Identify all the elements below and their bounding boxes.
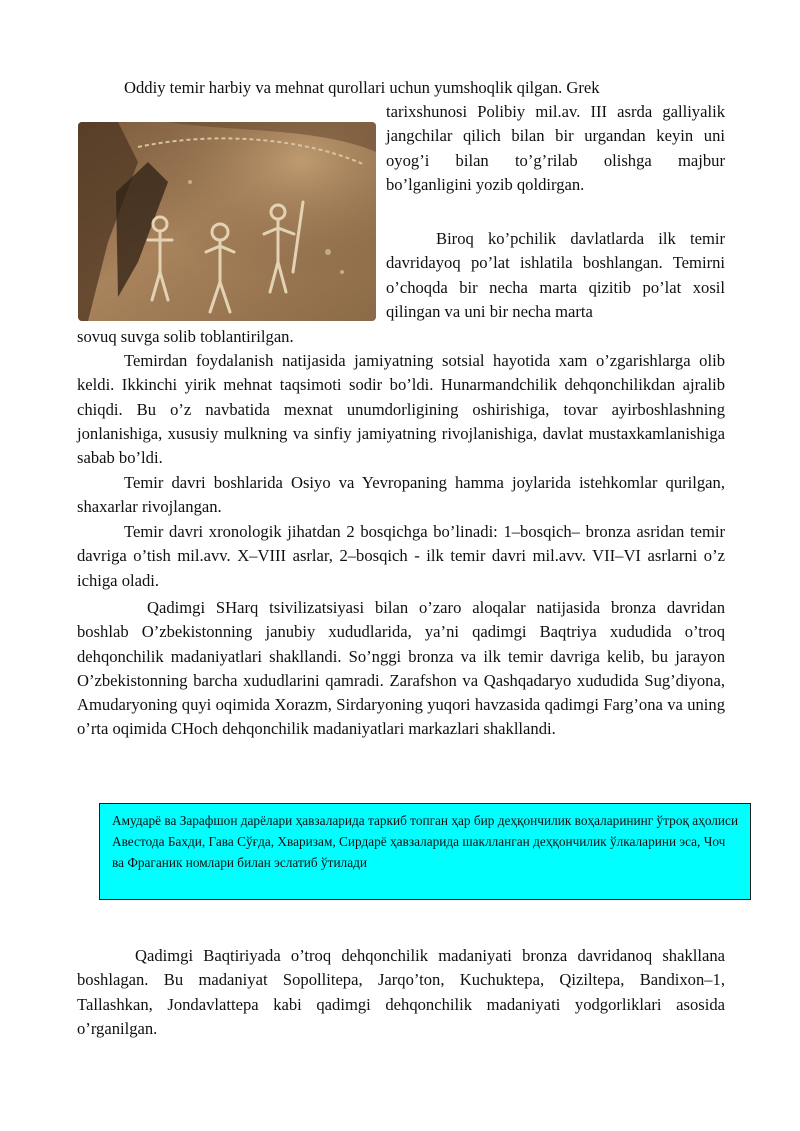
intro-wrap-paragraph-1: tarixshunosi Polibiy mil.av. III asrda galliyalik jangchilar qilich bilan bir urgandan keyin uni oyog’i bilan to’g’rilab olishga majbur bo’lganligini yozib qoldirgan.	[386, 102, 725, 194]
paragraph-agricultural-cultures: Qadimgi SHarq tsivilizatsiyasi bilan o’zaro aloqalar natijasida bronza davridan boshlab O’zbekistonning janubiy xududlarida, ya’ni qadimgi Baqtriya xududida o’troq dehqonchilik madaniyatlari shakllandi. So’nggi bronza va ilk temir davriga kelib, bu jarayon O’zbekistonning barcha xududlarini qamradi. Zarafshon va Qashqadaryo xududida Sug’diyona, Amudaryoning quyi oqimida Xorazm, Sirdaryoning yuqori havzasida qadimgi Farg’ona va uning o’rta oqimida CHoch dehqonchilik madaniyatlari markazlari shakllandi.	[77, 598, 725, 739]
paragraph-chronology: Temir davri xronologik jihatdan 2 bosqichga bo’linadi: 1–bosqich– bronza asridan temir davriga o’tish mil.avv. X–VIII asrlar, 2–bosqich - ilk temir davri mil.avv. VII–VI asrlarni o’z ichiga oladi.	[77, 522, 725, 590]
petroglyph-image	[78, 122, 376, 321]
paragraph-baqtriya: Qadimgi Baqtiriyada o’troq dehqonchilik madaniyati bronza davridanoq shakllana boshlagan. Bu madaniyat Sopollitepa, Jarqo’ton, Kuchuktepa, Qiziltepa, Bandixon–1, Tallashkan, Jondavlattepa kabi qadimgi dehqonchilik madaniyati yodgorliklari asosida o’rganilgan.	[77, 946, 725, 1038]
cyrillic-note-box	[99, 803, 751, 900]
intro-wrap-tail: sovuq suvga solib toblantirilgan.	[77, 327, 294, 346]
intro-first-line: Oddiy temir harbiy va mehnat qurollari uchun yumshoqlik qilgan. Grek	[124, 78, 600, 97]
intro-wrap-paragraph-2: Biroq ko’pchilik davlatlarda ilk temir davridayoq po’lat ishlatila boshlangan. Temirni o’choqda bir necha marta qizitib po’lat xosil qilingan va uni bir necha marta	[386, 229, 725, 321]
note-text: Амударё ва Зарафшон дарёлари ҳавзаларида таркиб топган ҳар бир деҳқончилик воҳаларининг ўтроқ аҳолиси Авестода Бахди, Гава Сўғда, Хваризам, Сирдарё ҳавзаларида шаклланган деҳқончилик ўлкаларини эса, Чоч ва Фраганик номлари билан эслатиб ўтилади	[112, 813, 739, 870]
paragraph-iron-social: Temirdan foydalanish natijasida jamiyatning sotsial hayotida xam o’zgarishlarga olib keldi. Ikkinchi yirik mehnat taqsimoti sodir bo’ldi. Hunarmandchilik dehqonchilikdan ajralib chiqdi. Bu o’z navbatida mexnat unumdorligining oshirishiga, tovar ayirboshlashning jonlanishiga, xususiy mulkning va sinfiy jamiyatning rivojlanishiga, davlat mustaxkamlanishiga sabab bo’ldi.	[77, 351, 725, 468]
paragraph-fortifications: Temir davri boshlarida Osiyo va Yevropaning hamma joylarida istehkomlar qurilgan, shaxarlar rivojlangan.	[77, 473, 725, 517]
